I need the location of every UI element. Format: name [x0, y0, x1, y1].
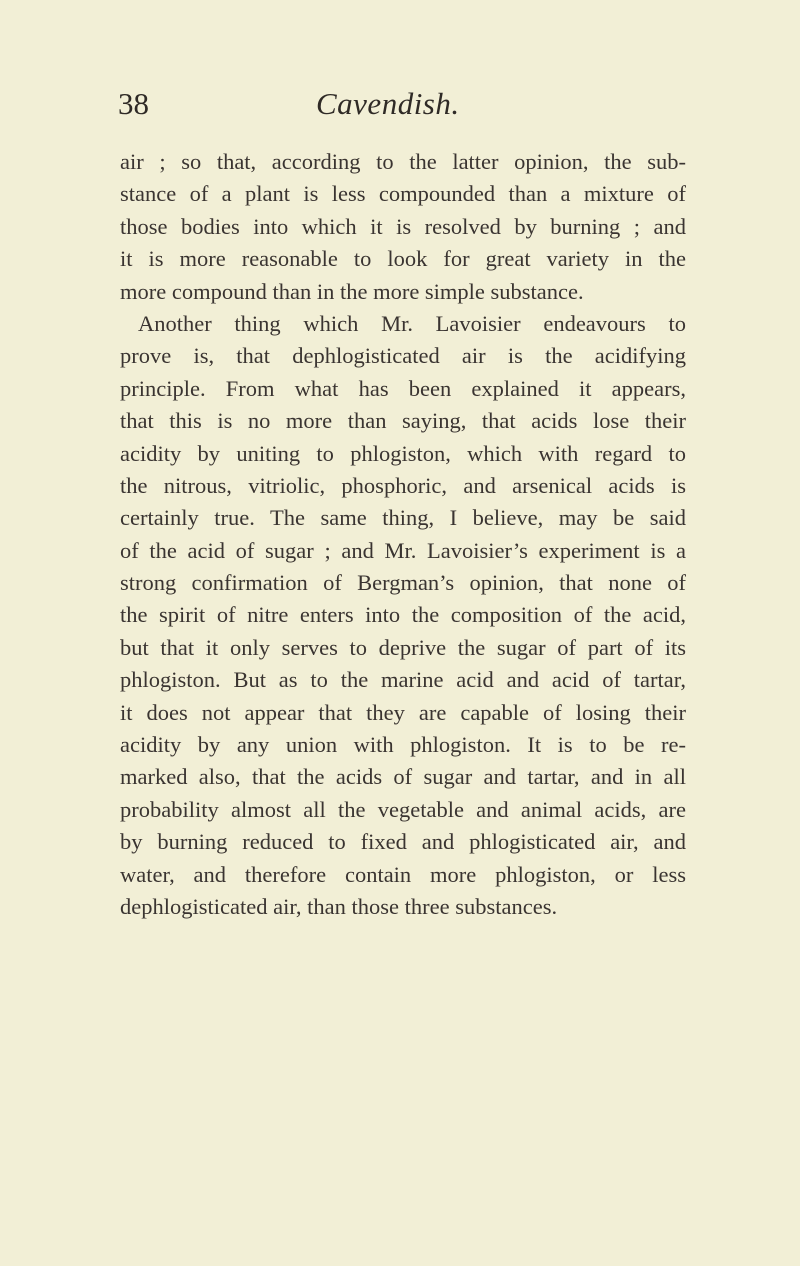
text-line: those bodies into which it is resolved by burning ; and	[120, 213, 686, 239]
text-line: strong confirmation of Bergman’s opinion, that none of	[120, 570, 686, 596]
text-line: principle. From what has been explained it appears,	[120, 375, 686, 401]
text-line: more compound than in the more simple substance.	[120, 278, 584, 304]
text-line: of the acid of sugar ; and Mr. Lavoisier’s experiment is a	[120, 537, 686, 563]
page-number: 38	[118, 86, 149, 121]
body-text	[120, 146, 686, 923]
text-line: stance of a plant is less compounded than a mixture of	[120, 181, 686, 207]
text-line: it is more reasonable to look for great variety in the	[120, 246, 686, 272]
text-line: the spirit of nitre enters into the composition of the acid,	[120, 602, 686, 628]
text-line: Another thing which Mr. Lavoisier endeavours to	[138, 310, 686, 336]
text-line: that this is no more than saying, that acids lose their	[120, 408, 686, 434]
text-line: by burning reduced to fixed and phlogisticated air, and	[120, 829, 686, 855]
text-line: air ; so that, according to the latter opinion, the sub-	[120, 149, 686, 174]
running-head: Cavendish.	[316, 86, 460, 121]
text-line: certainly true. The same thing, I believe, may be said	[120, 505, 686, 531]
text-line: but that it only serves to deprive the sugar of part of its	[120, 634, 686, 660]
text-line: acidity by any union with phlogiston. It is to be re-	[120, 732, 686, 758]
text-line: dephlogisticated air, than those three substances.	[120, 893, 558, 919]
text-line: the nitrous, vitriolic, phosphoric, and arsenical acids is	[120, 472, 686, 498]
text-line: it does not appear that they are capable of losing their	[120, 699, 686, 725]
text-line: water, and therefore contain more phlogiston, or less	[120, 861, 686, 887]
text-line: prove is, that dephlogisticated air is the acidifying	[120, 343, 686, 369]
text-line: acidity by uniting to phlogiston, which with regard to	[120, 440, 686, 466]
text-line: phlogiston. But as to the marine acid and acid of tartar,	[120, 667, 686, 693]
text-line: marked also, that the acids of sugar and tartar, and in all	[120, 764, 686, 790]
text-line: probability almost all the vegetable and animal acids, are	[120, 796, 686, 822]
